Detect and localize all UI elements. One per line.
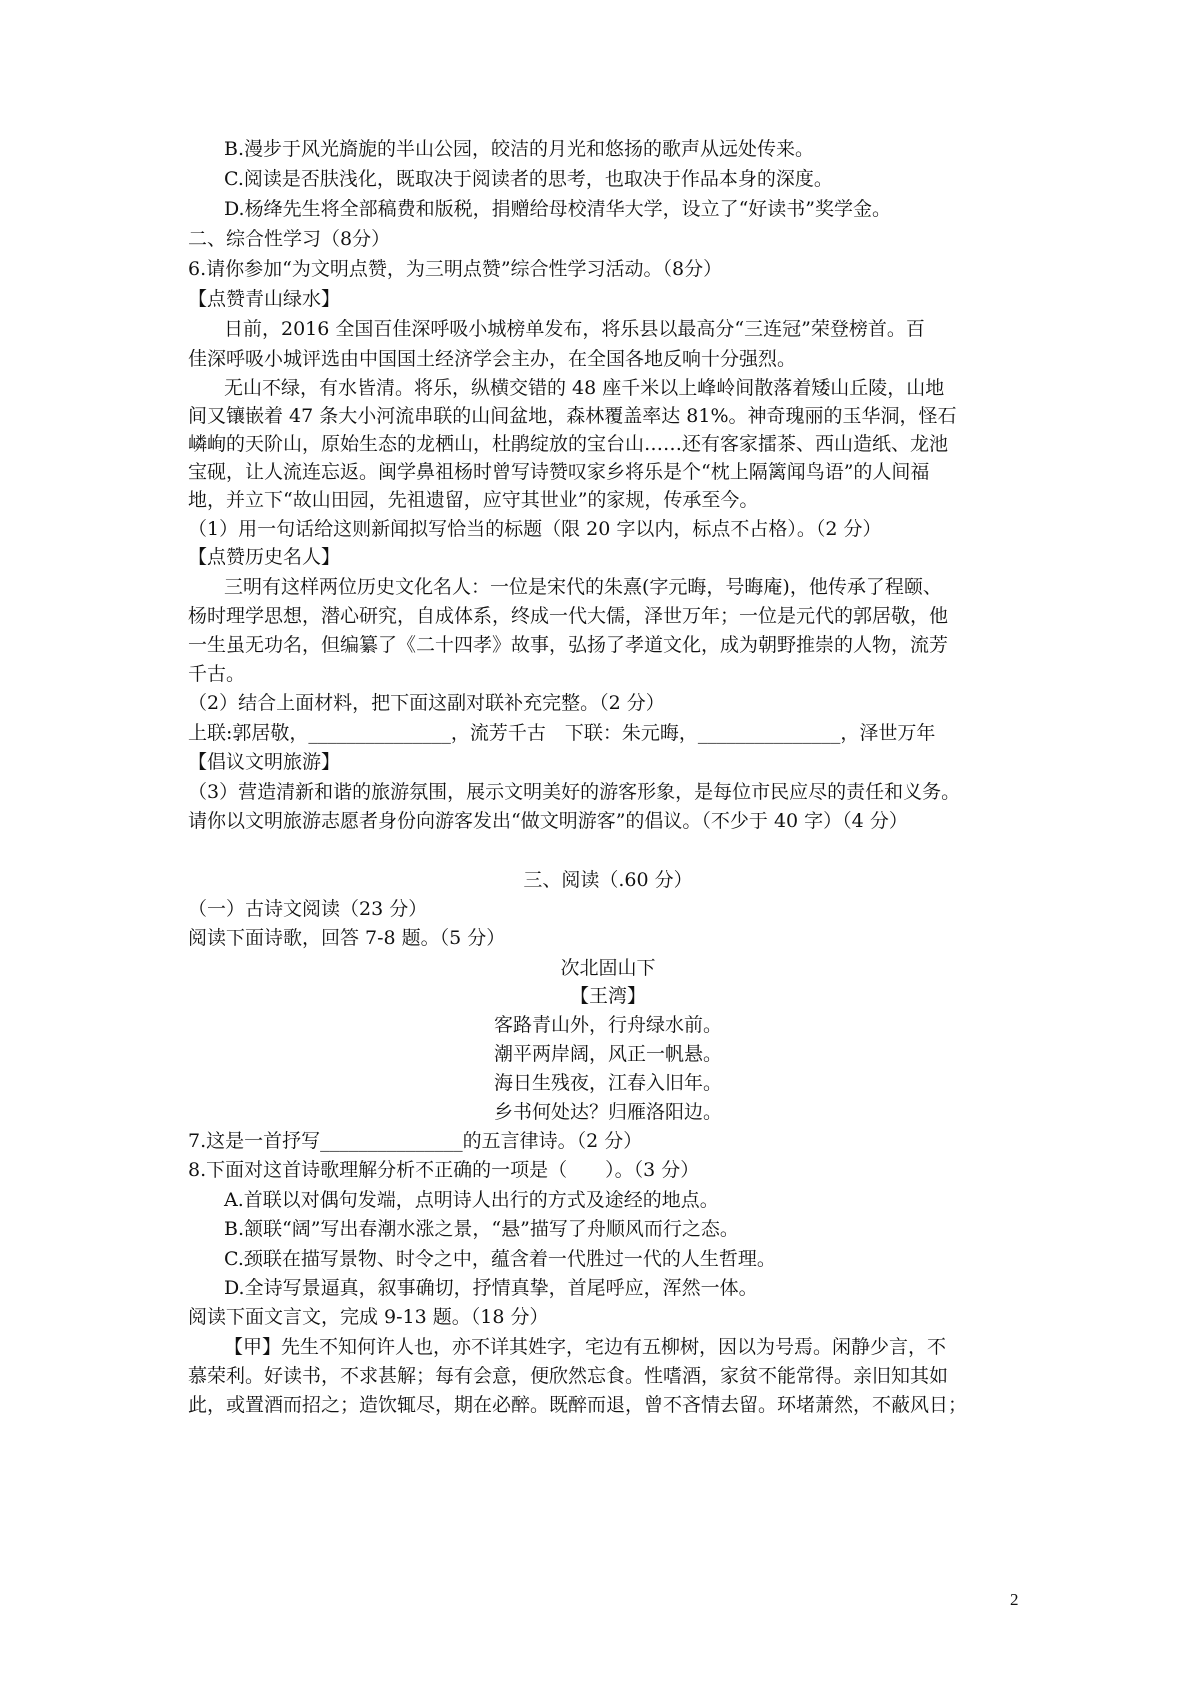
subheading-green: 【点赞青山绿水】	[188, 288, 341, 310]
page-number: 2	[1010, 1590, 1019, 1609]
paragraph-line: 无山不绿，有水皆清。将乐，纵横交错的 48 座千米以上峰岭间散落着矮山丘陵，山地	[224, 377, 945, 399]
option-c-line: C.颈联在描写景物、时令之中，蕴含着一代胜过一代的人生哲理。	[224, 1248, 776, 1270]
sub-question-3: （3）营造清新和谐的旅游氛围，展示文明美好的游客形象，是每位市民应尽的责任和义务。	[188, 781, 961, 803]
paragraph-line: 千古。	[188, 663, 246, 685]
option-c-line: C.阅读是否肤浅化，既取决于阅读者的思考，也取决于作品本身的深度。	[224, 168, 833, 190]
option-b-line: B.颔联“阔”写出春潮水涨之景，“悬”描写了舟顺风而行之态。	[224, 1218, 739, 1240]
paragraph-line: 间又镶嵌着 47 条大小河流串联的山间盆地，森林覆盖率达 81%。神奇瑰丽的玉华洞，怪石	[188, 405, 957, 427]
poem-title: 次北固山下	[560, 957, 656, 979]
paragraph-line: 此，或置酒而招之；造饮辄尽，期在必醉。既醉而退，曾不吝情去留。环堵萧然，不蔽风日；	[188, 1394, 968, 1416]
paragraph-line: 地，并立下“故山田园，先祖遗留，应守其世业”的家规，传承至今。	[188, 489, 759, 511]
paragraph-line: 三明有这样两位历史文化名人：一位是宋代的朱熹(字元晦，号晦庵)，他传承了程颐、	[224, 576, 942, 598]
section-heading-2: 二、综合性学习（8分）	[188, 228, 391, 250]
sub-question-3-cont: 请你以文明旅游志愿者身份向游客发出“做文明游客”的倡议。（不少于 40 字）（4 分）	[188, 810, 908, 832]
option-d-line: D.全诗写景逼真，叙事确切，抒情真挚，首尾呼应，浑然一体。	[224, 1277, 758, 1299]
subheading-travel: 【倡议文明旅游】	[188, 751, 341, 773]
subsection-heading: （一）古诗文阅读（23 分）	[188, 898, 428, 920]
poem-line: 海日生残夜，江春入旧年。	[493, 1072, 722, 1094]
sub-question-2: （2）结合上面材料，把下面这副对联补充完整。（2 分）	[188, 692, 665, 714]
paragraph-line: 日前，2016 全国百佳深呼吸小城榜单发布，将乐县以最高分“三连冠”荣登榜首。百	[224, 318, 925, 340]
paragraph-line: 嶙峋的天阶山，原始生态的龙栖山，杜鹃绽放的宝台山……还有客家擂茶、西山造纸、龙池	[188, 433, 949, 455]
question-6: 6.请你参加“为文明点赞，为三明点赞”综合性学习活动。（8分）	[188, 258, 723, 280]
paragraph-line: 佳深呼吸小城评选由中国国土经济学会主办，在全国各地反响十分强烈。	[188, 348, 797, 370]
couplet-line: 上联:郭居敬，_______________，流芳千古 下联：朱元晦，_______________，泽世万年	[188, 722, 936, 744]
option-a-line: A.首联以对偶句发端，点明诗人出行的方式及途经的地点。	[224, 1189, 719, 1211]
classical-instruction: 阅读下面文言文，完成 9-13 题。（18 分）	[188, 1306, 549, 1328]
paragraph-line: 宝砚，让人流连忘返。闽学鼻祖杨时曾写诗赞叹家乡将乐是个“枕上隔篱闻鸟语”的人间福	[188, 461, 930, 483]
poem-line: 潮平两岸阔，风正一帆悬。	[493, 1043, 722, 1065]
poem-author: 【王湾】	[569, 985, 646, 1007]
paragraph-line: 慕荣利。好读书，不求甚解；每有会意，便欣然忘食。性嗜酒，家贫不能常得。亲旧知其如	[188, 1365, 949, 1387]
poem-line: 乡书何处达？归雁洛阳边。	[493, 1101, 722, 1123]
paragraph-line: 【甲】先生不知何许人也，亦不详其姓字，宅边有五柳树，因以为号焉。闲静少言，不	[224, 1336, 947, 1358]
subheading-history: 【点赞历史名人】	[188, 546, 341, 568]
poem-instruction: 阅读下面诗歌，回答 7-8 题。（5 分）	[188, 927, 506, 949]
question-7: 7.这是一首抒写_______________的五言律诗。（2 分）	[188, 1130, 643, 1152]
option-b-line: B.漫步于风光旖旎的半山公园，皎洁的月光和悠扬的歌声从远处传来。	[224, 138, 815, 160]
paragraph-line: 一生虽无功名，但编纂了《二十四孝》故事，弘扬了孝道文化，成为朝野推崇的人物，流芳	[188, 634, 949, 656]
poem-line: 客路青山外，行舟绿水前。	[493, 1014, 722, 1036]
paragraph-line: 杨时理学思想，潜心研究，自成体系，终成一代大儒，泽世万年；一位是元代的郭居敬，他	[188, 605, 949, 627]
section-heading-3: 三、阅读（.60 分）	[523, 869, 693, 891]
option-d-line: D.杨绛先生将全部稿费和版税，捐赠给母校清华大学，设立了“好读书”奖学金。	[224, 198, 892, 220]
question-8: 8.下面对这首诗歌理解分析不正确的一项是（ ）。（3 分）	[188, 1159, 700, 1181]
sub-question-1: （1）用一句话给这则新闻拟写恰当的标题（限 20 字以内，标点不占格）。（2 分）	[188, 518, 882, 540]
